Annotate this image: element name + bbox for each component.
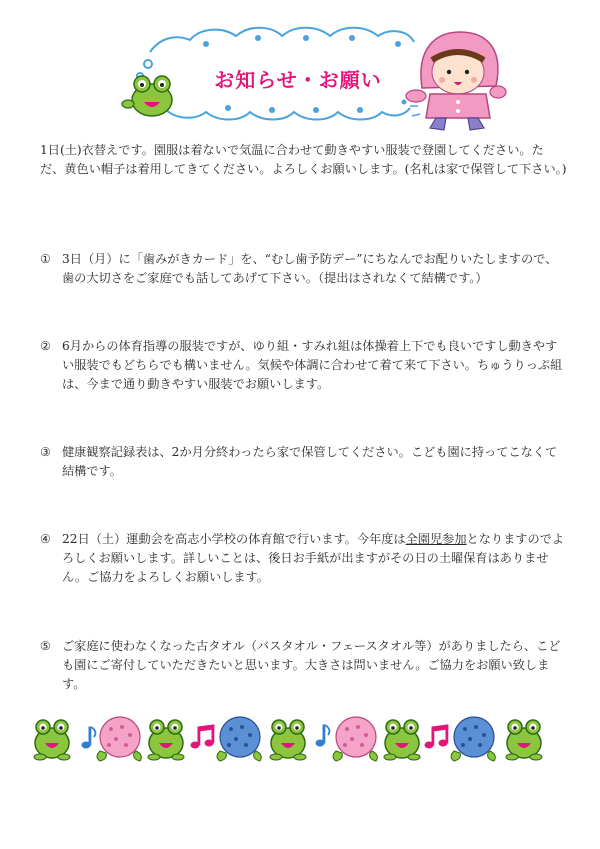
item-text: 3日（月）に「歯みがきカード」を、“むし歯予防デー”にちなんでお配りいたしますので、歯の大切さをご家庭でも話してあげて下さい。（提出はされなくて結構です。） xyxy=(62,252,558,285)
footer-decoration xyxy=(28,705,576,773)
frog-icon xyxy=(148,720,184,760)
item-text: ご家庭に使わなくなった古タオル（バスタオル・フェースタオル等）がありましたら、こども園にご寄付していただきたいと思います。大きさは問いません。ご協力をお願い致します。 xyxy=(62,639,561,691)
hydrangea-blue-icon xyxy=(451,717,495,761)
item-number: ④ xyxy=(40,532,51,546)
frog-icon xyxy=(384,720,420,760)
girl-in-raincoat-icon xyxy=(406,32,506,130)
item-number: ① xyxy=(40,252,51,266)
item-text-after: となりますのでよろしくお願いします。詳しいことは、後日お手紙が出ますがその日の土曜保育はありません。ご協力をよろしくお願いします。 xyxy=(62,532,565,584)
item-text: 健康観察記録表は、2か月分終わったら家で保管してください。こども園に持ってこなくて結構です。 xyxy=(62,445,558,478)
music-note-icon xyxy=(425,725,448,748)
header-banner xyxy=(0,0,600,132)
hydrangea-pink-icon xyxy=(333,717,377,761)
page-title: お知らせ・お願い xyxy=(214,68,382,92)
intro-paragraph: 1日(土)衣替えです。園服は着ないで気温に合わせて動きやすい服装で登園してください。ただ、黄色い帽子は着用してきてください。よろしくお願いします。(名札は家で保管して下さい。) xyxy=(40,143,567,176)
notice-item-2 xyxy=(40,337,568,394)
item-number: ② xyxy=(40,339,51,353)
frog-icon xyxy=(34,720,70,760)
hydrangea-pink-icon xyxy=(97,717,141,761)
item-text xyxy=(40,530,568,587)
item-number: ⑤ xyxy=(40,639,51,653)
frog-icon xyxy=(270,720,306,760)
frog-icon xyxy=(122,76,172,116)
item-text-underlined: 全園児参加 xyxy=(405,532,467,546)
frog-icon xyxy=(506,720,542,760)
footer-border xyxy=(28,705,576,773)
item-text-before: 22日（土）運動会を高志小学校の体育館で行います。今年度は xyxy=(62,532,406,546)
hydrangea-blue-icon xyxy=(217,717,261,761)
notice-item-5 xyxy=(40,637,568,694)
item-number: ③ xyxy=(40,445,51,459)
item-text: 6月からの体育指導の服装ですが、ゆり組・すみれ組は体操着上下でも良いですし動きやすい服装でもどちらでも構いません。気候や体調に合わせて着て来て下さい。ちゅうりっぷ組は、今まで通り動きやすい服装でお願いします。 xyxy=(62,339,563,391)
music-note-icon xyxy=(316,725,329,746)
notice-item-1 xyxy=(40,250,568,288)
music-note-icon xyxy=(82,727,95,748)
music-note-icon xyxy=(191,725,214,748)
notice-item-3 xyxy=(40,443,568,481)
notice-item-4 xyxy=(40,530,568,587)
